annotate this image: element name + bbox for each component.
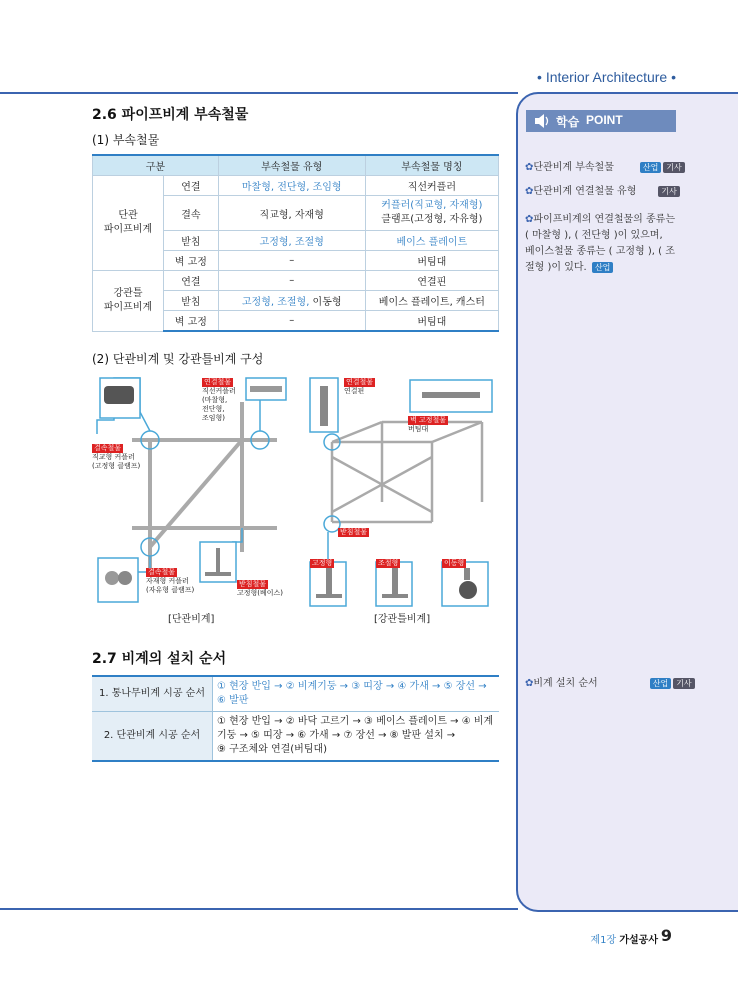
table-group-label: 강관틀 파이프비계 (93, 271, 164, 332)
page-number: 9 (660, 926, 672, 945)
table-cell: 마찰형, 전단형, 조임형 (218, 176, 365, 196)
base-type-fixed (310, 559, 334, 568)
label-line: (자유형 클램프) (146, 586, 195, 594)
cell-part: 고정형, 조절형, (241, 297, 310, 308)
sidebar-item-text: 비계 설치 순서 (533, 678, 598, 689)
tag-type: 조절형 (378, 559, 399, 567)
table-cell: 베이스 플레이트, 캐스터 (365, 291, 498, 311)
badge-industrial: 산업 (650, 678, 671, 689)
header-title: • Interior Architecture • (537, 69, 676, 85)
sequence-value: ① 현장 반입 → ② 비계기둥 → ③ 띠장 → ④ 가새 → ⑤ 장선 → ⑥ 발판 (213, 676, 500, 712)
table-cell: 버팀대 (365, 311, 498, 332)
sequence-key: 1. 통나무비계 시공 순서 (92, 676, 213, 712)
left-diagram-caption: [단관비계] (168, 614, 215, 625)
left-bind2-label (146, 568, 194, 595)
sidebar-paragraph-text: 파이프비계의 연결철물의 종류는 ( 마찰형 ), ( 전단형 )이 있으며, 베이스철물 종류는 ( 고정형 ), ( 조절형 )이 있다. (525, 214, 675, 273)
tag-base: 받침철물 (239, 580, 267, 588)
subsection-title-1: (1) 부속철물 (92, 133, 160, 147)
sidebar-item-text: 단관비계 연결철물 유형 (533, 186, 637, 197)
star-icon: ✿ (525, 186, 534, 197)
footer-chapter (590, 931, 658, 946)
label-line: (마찰형, (202, 396, 228, 404)
study-point-header (526, 110, 676, 132)
top-rule (0, 92, 518, 94)
table-row (93, 176, 499, 196)
table-cell: 직교형, 자재형 (218, 196, 365, 231)
label-line: 고정형(베이스) (237, 589, 284, 597)
table-cell (365, 196, 498, 231)
table-header: 구분 (93, 155, 219, 176)
table-row (92, 676, 499, 712)
tag-joint: 연결철물 (204, 378, 232, 386)
sequence-value (213, 712, 500, 762)
tag-base: 받침철물 (340, 528, 368, 536)
label-line: 버팀대 (408, 425, 429, 433)
tag-type: 이동형 (444, 559, 465, 567)
star-icon: ✿ (525, 678, 534, 689)
table-cell: 벽 고정 (164, 311, 219, 332)
table-cell: 받침 (164, 231, 219, 251)
sequence-line: ⑨ 구조체와 연결(버팀대) (217, 744, 328, 755)
table-cell: 고정형, 조절형 (218, 231, 365, 251)
scaffold-diagram (92, 372, 499, 625)
chapter-number: 제1장 (590, 935, 617, 946)
right-diagram-caption: [강관틀비계] (374, 614, 431, 625)
table-cell: 베이스 플레이트 (365, 231, 498, 251)
label-line: 직교형 커플러 (92, 453, 135, 461)
subsection-title-2: (2) 단관비계 및 강관틀비계 구성 (92, 352, 264, 366)
label-line: 연결핀 (344, 387, 365, 395)
table-header: 부속철물 명칭 (365, 155, 498, 176)
sidebar-paragraph (525, 212, 675, 276)
bottom-rule (0, 908, 518, 910)
right-wall-label (408, 416, 448, 434)
sidebar-item (525, 674, 695, 689)
badge-engineer: 기사 (663, 162, 684, 173)
tag-wall: 벽 고정철물 (410, 416, 447, 424)
table-cell: – (218, 251, 365, 271)
table-header: 부속철물 유형 (218, 155, 365, 176)
base-type-adjustable (376, 559, 400, 568)
section-title-2-6: 2.6 파이프비계 부속철물 (92, 107, 249, 123)
sidebar-item (525, 182, 680, 197)
table-cell: 결속 (164, 196, 219, 231)
left-bind1-label (92, 444, 140, 471)
cell-line: 커플러(직교형, 자재형) (381, 200, 483, 211)
table-cell: – (218, 311, 365, 332)
table-header-row (93, 155, 499, 176)
table-row (92, 712, 499, 762)
badge-industrial: 산업 (640, 162, 661, 173)
badge-engineer: 기사 (658, 186, 679, 197)
sidebar-item-text: 단관비계 부속철물 (533, 162, 614, 173)
sequence-key: 2. 단관비계 시공 순서 (92, 712, 213, 762)
table-group-label: 단관 파이프비계 (93, 176, 164, 271)
table-cell: 벽 고정 (164, 251, 219, 271)
sidebar-item (525, 158, 685, 173)
star-icon: ✿ (525, 214, 534, 225)
table-cell: – (218, 271, 365, 291)
tag-bind: 결속철물 (148, 568, 176, 576)
badge-industrial: 산업 (592, 262, 613, 273)
right-base-label (338, 528, 369, 537)
left-joint-label (202, 378, 236, 423)
label-line: 전단형, (202, 405, 225, 413)
header-title-text: Interior Architecture (545, 69, 668, 85)
tag-type: 고정형 (312, 559, 333, 567)
table-cell: 연결핀 (365, 271, 498, 291)
label-line: (고정형 클램프) (92, 462, 141, 470)
table-cell: 받침 (164, 291, 219, 311)
label-line: 자재형 커플러 (146, 577, 189, 585)
cell-part: 이동형 (309, 297, 342, 308)
right-joint-label (344, 378, 375, 396)
label-line: 조임형) (202, 414, 226, 422)
tag-joint: 연결철물 (346, 378, 374, 386)
point-title-ko: 학습 (556, 115, 580, 129)
badge-engineer: 기사 (673, 678, 694, 689)
table-cell: 연결 (164, 271, 219, 291)
table-cell (218, 291, 365, 311)
speaker-icon (534, 113, 550, 129)
section-title-2-7: 2.7 비계의 설치 순서 (92, 651, 227, 667)
cell-line: 클램프(고정형, 자유형) (381, 214, 483, 225)
table-row (93, 271, 499, 291)
label-line: 직선커플러 (202, 387, 236, 395)
table-cell: 연결 (164, 176, 219, 196)
fittings-table (92, 154, 499, 332)
table-cell: 버팀대 (365, 251, 498, 271)
left-base-label (237, 580, 283, 598)
sequence-line: 기둥 → ⑤ 띠장 → ⑥ 가새 → ⑦ 장선 → ⑧ 발판 설치 → (217, 730, 456, 741)
point-title-en: POINT (586, 113, 623, 127)
installation-sequence-table (92, 675, 499, 762)
base-type-caster (442, 559, 466, 568)
tag-bind: 결속철물 (94, 444, 122, 452)
chapter-title: 가설공사 (619, 935, 658, 946)
star-icon: ✿ (525, 162, 534, 173)
sequence-line: ① 현장 반입 → ② 바닥 고르기 → ③ 베이스 플레이트 → ④ 비계 (217, 716, 494, 727)
table-cell: 직선커플러 (365, 176, 498, 196)
